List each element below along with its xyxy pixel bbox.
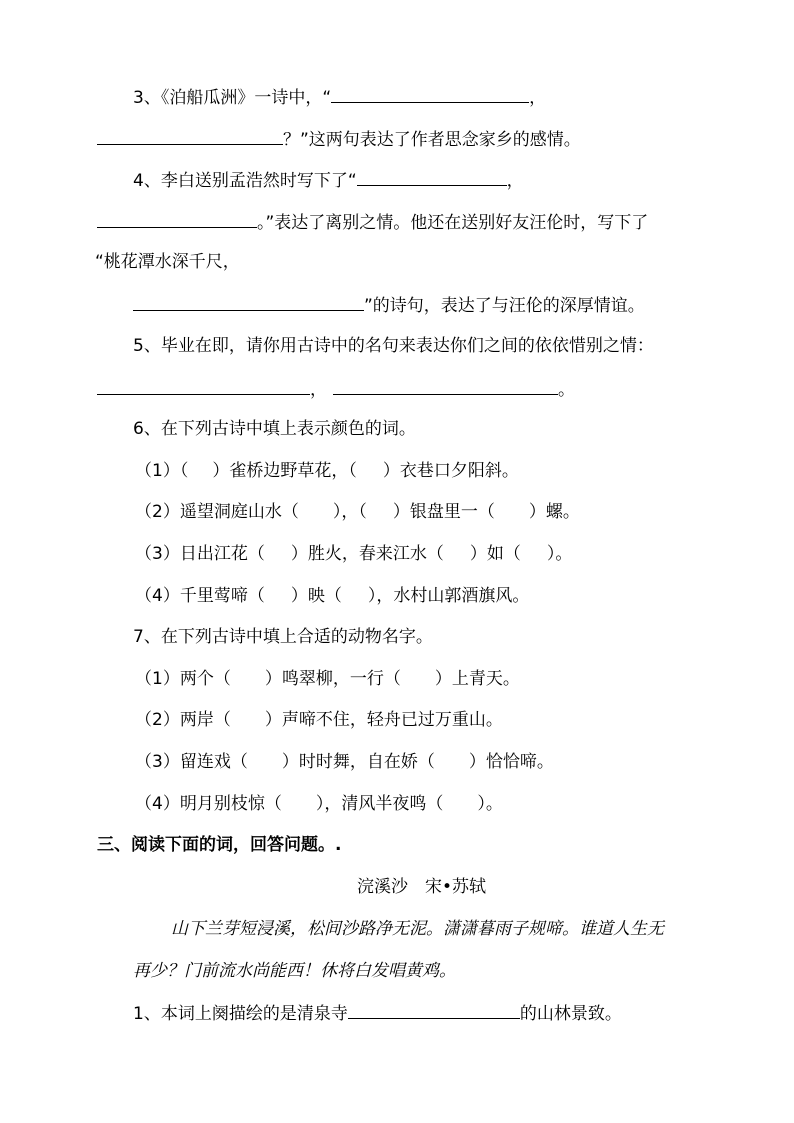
qa1-blank[interactable] (348, 1000, 520, 1019)
q6-title: 6、在下列古诗中填上表示颜色的词。 (133, 419, 416, 439)
q6-1-text-a: （1）（ (135, 461, 189, 481)
q3-text-3: ？”这两句表达了作者思念家乡的感情。 (283, 130, 581, 150)
q7-4-text-c: ）。 (477, 794, 503, 814)
q6-3-text-b: ）胜火，春来江水（ (290, 544, 444, 564)
q7-2-text-b: ）声啼不住，轻舟已过万重山。 (264, 710, 503, 730)
q4-line1 (133, 167, 524, 193)
q4-text-4: “桃花潭水深千尺， (95, 252, 240, 272)
q7-1-text-b: ）鸣翠柳，一行（ (264, 669, 401, 689)
q4-text-2: ， (506, 171, 524, 191)
section-3-heading: 三、阅读下面的词，回答问题。. (97, 835, 342, 855)
q4-line2 (97, 209, 648, 235)
q6-1-text-b: ）雀桥边野草花，（ (212, 461, 357, 481)
q5-line1 (133, 334, 654, 358)
q6-2-text-c: ）银盘里一（ (392, 502, 495, 522)
q5-text-2: ， (310, 380, 327, 400)
q4-text-3: 。”表达了离别之情。他还在送别好友汪伦时，写下了 (257, 213, 649, 233)
q7-4-text-a: （4）明月别枝惊（ (135, 794, 282, 814)
q7-3-text-c: ）恰恰啼。 (468, 752, 554, 772)
qa1-text-2: 的山林景致。 (519, 1004, 622, 1024)
q7-title: 7、在下列古诗中填上合适的动物名字。 (133, 627, 433, 647)
q3-blank-2[interactable] (97, 126, 283, 145)
qa1-line (133, 1000, 622, 1026)
q7-item-2 (135, 708, 503, 732)
q6-3-text-a: （3）日出江花（ (135, 544, 265, 564)
q4-line3 (95, 250, 240, 274)
q7-3-text-b: ）时时舞，自在娇（ (281, 752, 435, 772)
q5-text-3: 。 (558, 380, 575, 400)
q5-text-1: 5、毕业在即，请你用古诗中的名句来表达你们之间的依依惜别之情： (133, 336, 654, 356)
q5-blank-1[interactable] (97, 376, 310, 395)
q7-4-text-b: ），清风半夜鸣（ (315, 794, 444, 814)
q7-1-text-c: ）上青天。 (434, 669, 520, 689)
q5-line2 (97, 376, 575, 402)
poem-line-1: 山下兰芽短浸溪，松间沙路净无泥。潇潇暮雨子规啼。谁道人生无 (171, 919, 664, 939)
q4-blank-3[interactable] (133, 292, 364, 311)
q7-item-3 (135, 750, 554, 774)
q6-3-text-c: ）如（ (469, 544, 521, 564)
q6-item-2 (135, 500, 580, 524)
q5-blank-2[interactable] (333, 376, 558, 395)
q3-line1 (133, 84, 546, 110)
q6-4-text-c: ），水村山郭酒旗风。 (367, 586, 530, 606)
q6-2-text-a: （2）遥望洞庭山水（ (135, 502, 299, 522)
q7-item-1 (135, 667, 520, 691)
q3-blank-1[interactable] (331, 84, 529, 103)
q4-line4 (133, 292, 645, 318)
q4-blank-1[interactable] (357, 167, 507, 186)
q6-2-text-b: ），（ (332, 502, 367, 522)
q6-2-text-d: ）螺。 (528, 502, 580, 522)
q6-1-text-c: ）衣巷口夕阳斜。 (382, 461, 519, 481)
q4-text-1: 4、李白送别孟浩然时写下了“ (133, 171, 357, 191)
q7-3-text-a: （3）留连戏（ (135, 752, 248, 772)
q4-blank-2[interactable] (97, 209, 257, 228)
q4-text-5: ”的诗句，表达了与汪伦的深厚情谊。 (364, 296, 645, 316)
q6-3-text-d: ）。 (546, 544, 573, 564)
q3-line2 (97, 126, 581, 152)
q6-item-4 (135, 584, 529, 608)
q3-text-1: 3、《泊船瓜洲》一诗中，“ (133, 88, 332, 108)
q6-item-1 (135, 459, 519, 483)
poem-line-2: 再少？门前流水尚能西！休将白发唱黄鸡。 (133, 961, 456, 981)
qa1-text-1: 1、本词上阕描绘的是清泉寺 (133, 1004, 348, 1024)
q7-2-text-a: （2）两岸（ (135, 710, 231, 730)
poem-title: 浣溪沙 宋•苏轼 (357, 877, 487, 897)
q6-4-text-b: ）映（ (290, 586, 342, 606)
q7-1-text-a: （1）两个（ (135, 669, 231, 689)
q3-text-2: ， (529, 88, 547, 108)
q6-4-text-a: （4）千里莺啼（ (135, 586, 265, 606)
q6-item-3 (135, 542, 572, 566)
q7-item-4 (135, 792, 503, 816)
